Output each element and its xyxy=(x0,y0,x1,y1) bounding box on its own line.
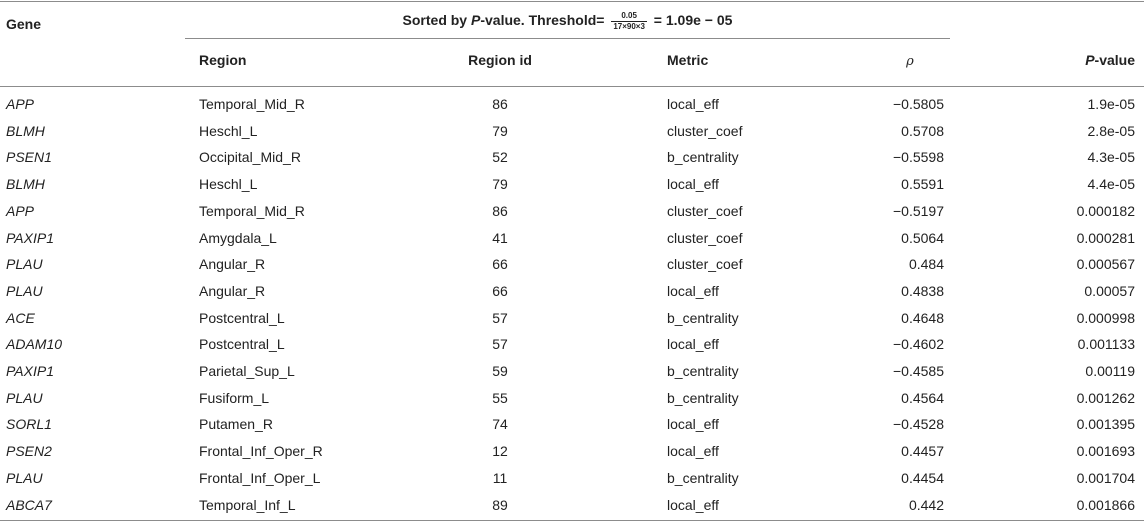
cell-metric: local_eff xyxy=(667,336,719,353)
cell-region-id: 74 xyxy=(492,416,508,433)
cell-region-id: 86 xyxy=(492,96,508,112)
cell-rho: 0.5591 xyxy=(901,176,944,193)
cell-gene: PSEN2 xyxy=(6,443,52,460)
cell-region-id: 12 xyxy=(492,443,508,460)
cell-gene: APP xyxy=(6,202,35,219)
cell-region-id: 86 xyxy=(492,202,508,219)
cell-metric: b_centrality xyxy=(667,363,739,379)
cell-metric: b_centrality xyxy=(667,309,739,326)
cell-rho: 0.5708 xyxy=(901,122,944,139)
header-pvalue-p: P xyxy=(1085,52,1095,68)
cell-rho: −0.4585 xyxy=(893,363,944,379)
cell-region-id: 55 xyxy=(492,389,508,406)
cell-metric: local_eff xyxy=(667,176,719,193)
cell-pvalue: 0.001866 xyxy=(1076,496,1135,513)
cell-region-id: 59 xyxy=(492,363,508,379)
table-row xyxy=(0,411,1144,437)
cell-region: Putamen_R xyxy=(199,416,273,433)
cell-gene: PAXIP1 xyxy=(6,363,54,379)
cell-metric: cluster_coef xyxy=(667,229,743,246)
cell-pvalue: 0.001262 xyxy=(1076,389,1135,406)
cell-pvalue: 0.000567 xyxy=(1076,256,1135,273)
cell-region-id: 66 xyxy=(492,282,508,299)
cell-metric: b_centrality xyxy=(667,469,739,486)
cell-gene: PSEN1 xyxy=(6,149,52,166)
cell-rho: 0.4457 xyxy=(901,443,944,460)
cell-pvalue: 4.3e-05 xyxy=(1087,149,1135,166)
cell-region: Angular_R xyxy=(199,256,266,273)
cell-region: Amygdala_L xyxy=(199,229,277,246)
cell-pvalue: 0.000281 xyxy=(1076,229,1135,246)
cell-rho: −0.4528 xyxy=(893,416,944,433)
cell-rho: 0.4648 xyxy=(901,309,944,326)
cell-region: Postcentral_L xyxy=(199,309,285,326)
cell-region: Fusiform_L xyxy=(199,389,270,406)
header-span-mid: -value. Threshold= xyxy=(480,12,609,29)
cell-metric: local_eff xyxy=(667,443,719,460)
cell-pvalue: 0.000182 xyxy=(1076,202,1135,219)
bottom-rule xyxy=(0,520,1144,521)
table-row xyxy=(0,118,1144,144)
cell-pvalue: 0.001133 xyxy=(1077,336,1135,353)
cell-metric: cluster_coef xyxy=(667,256,743,273)
cell-pvalue: 2.8e-05 xyxy=(1087,122,1135,139)
cell-region-id: 11 xyxy=(492,469,508,486)
header-region-id: Region id xyxy=(468,52,532,68)
cell-gene: BLMH xyxy=(6,122,45,139)
table-row xyxy=(0,358,1144,384)
fraction-numerator: 0.05 xyxy=(611,11,647,22)
table-row xyxy=(0,331,1144,357)
cell-gene: PAXIP1 xyxy=(6,229,54,246)
table-row xyxy=(0,251,1144,277)
cell-gene: ACE xyxy=(6,309,35,326)
cell-pvalue: 0.001395 xyxy=(1076,416,1135,433)
cell-gene: PLAU xyxy=(6,256,43,273)
table-row xyxy=(0,91,1144,117)
cell-metric: cluster_coef xyxy=(667,202,743,219)
cell-region-id: 79 xyxy=(492,122,508,139)
cell-region-id: 57 xyxy=(492,336,508,353)
table-row xyxy=(0,198,1144,224)
cell-rho: −0.5598 xyxy=(893,149,944,166)
header-pvalue-rest: -value xyxy=(1094,52,1135,68)
cell-gene: SORL1 xyxy=(6,416,52,433)
cell-metric: local_eff xyxy=(667,496,719,513)
header-rule xyxy=(0,86,1144,87)
cell-gene: APP xyxy=(6,96,35,112)
cell-gene: PLAU xyxy=(6,469,43,486)
cell-region: Frontal_Inf_Oper_L xyxy=(199,469,321,486)
cell-region: Temporal_Inf_L xyxy=(199,496,296,513)
table-row xyxy=(0,225,1144,251)
cell-rho: 0.442 xyxy=(908,496,944,513)
table-row xyxy=(0,385,1144,411)
cell-region: Temporal_Mid_R xyxy=(199,202,305,219)
header-gene: Gene xyxy=(6,16,42,32)
header-span-suffix: = 1.09e − 05 xyxy=(649,12,733,29)
cell-region: Frontal_Inf_Oper_R xyxy=(199,443,323,460)
cell-region-id: 52 xyxy=(492,149,508,166)
cell-pvalue: 4.4e-05 xyxy=(1087,176,1135,193)
cell-region: Occipital_Mid_R xyxy=(199,149,301,166)
threshold-fraction xyxy=(611,11,647,32)
table-row xyxy=(0,171,1144,197)
table-row xyxy=(0,278,1144,304)
cell-pvalue: 0.001704 xyxy=(1076,469,1135,486)
header-region: Region xyxy=(199,52,247,68)
cell-rho: −0.5197 xyxy=(893,202,944,219)
cell-rho: 0.484 xyxy=(908,256,944,273)
header-rho: ρ xyxy=(906,54,914,69)
cell-metric: local_eff xyxy=(667,416,719,433)
cell-region-id: 57 xyxy=(492,309,508,326)
top-rule xyxy=(0,1,1144,2)
cell-region-id: 66 xyxy=(492,256,508,273)
header-span-prefix: Sorted by xyxy=(402,12,471,29)
cell-pvalue: 1.9e-05 xyxy=(1087,96,1135,112)
header-metric: Metric xyxy=(667,52,709,68)
cell-metric: b_centrality xyxy=(667,149,739,166)
cell-region: Temporal_Mid_R xyxy=(199,96,305,112)
cell-region: Parietal_Sup_L xyxy=(199,363,295,379)
table-row xyxy=(0,465,1144,491)
cell-rho: −0.4602 xyxy=(893,336,944,353)
cell-region: Angular_R xyxy=(199,282,266,299)
cell-rho: 0.5064 xyxy=(901,229,944,246)
cell-gene: ABCA7 xyxy=(6,496,52,513)
cell-region: Heschl_L xyxy=(199,176,258,193)
cell-pvalue: 0.00119 xyxy=(1085,363,1135,379)
fraction-denominator: 17×90×3 xyxy=(613,22,645,31)
span-rule xyxy=(185,38,950,39)
cell-rho: 0.4454 xyxy=(901,469,944,486)
cell-gene: ADAM10 xyxy=(6,336,63,353)
cell-gene: PLAU xyxy=(6,389,43,406)
header-pvalue xyxy=(1085,52,1135,68)
table-row xyxy=(0,144,1144,170)
cell-region: Heschl_L xyxy=(199,122,258,139)
cell-region-id: 89 xyxy=(492,496,508,513)
cell-rho: 0.4564 xyxy=(901,389,944,406)
cell-rho: 0.4838 xyxy=(901,282,944,299)
table-row xyxy=(0,305,1144,331)
cell-region-id: 41 xyxy=(492,229,508,246)
cell-metric: b_centrality xyxy=(667,389,739,406)
table-row xyxy=(0,438,1144,464)
cell-rho: −0.5805 xyxy=(893,96,944,112)
cell-metric: local_eff xyxy=(667,282,719,299)
cell-pvalue: 0.001693 xyxy=(1076,443,1135,460)
header-span-p: P xyxy=(471,12,481,29)
cell-gene: BLMH xyxy=(6,176,45,193)
cell-pvalue: 0.000998 xyxy=(1076,309,1135,326)
cell-pvalue: 0.00057 xyxy=(1084,282,1135,299)
cell-metric: local_eff xyxy=(667,96,719,112)
table-row xyxy=(0,492,1144,518)
cell-region-id: 79 xyxy=(492,176,508,193)
cell-metric: cluster_coef xyxy=(667,122,743,139)
cell-region: Postcentral_L xyxy=(199,336,285,353)
cell-gene: PLAU xyxy=(6,282,43,299)
header-threshold-span xyxy=(185,11,950,32)
